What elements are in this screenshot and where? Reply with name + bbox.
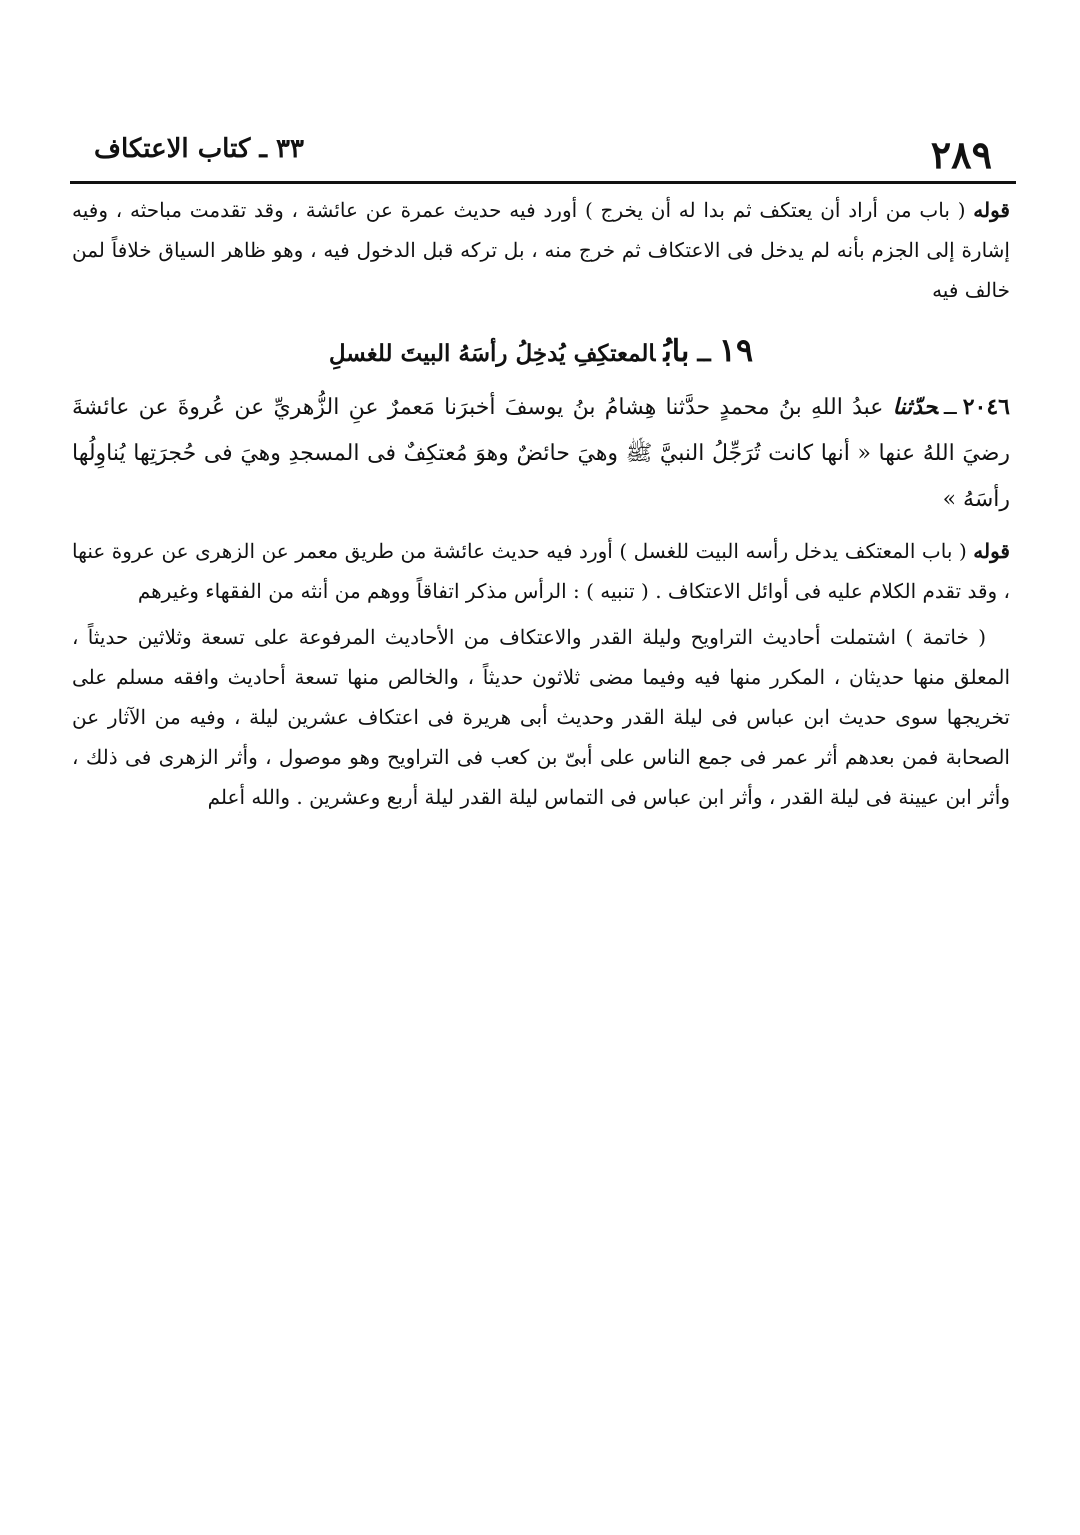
- commentary-paragraph-1: [72, 190, 1010, 310]
- chapter-bab-word: بابُ: [663, 334, 690, 369]
- page-number: ٢٨٩: [930, 132, 992, 177]
- chapter-dash: ــ: [697, 340, 711, 367]
- page-header: [70, 118, 1010, 180]
- header-divider: [70, 181, 1016, 184]
- commentary-text: ( باب من أراد أن يعتكف ثم بدا له أن يخرج ) أورد فيه حديث عمرة عن عائشة ، وقد تقدمت مباحثه ، وفيه إشارة إلى الجزم بأنه لم يدخل فى الاعتكاف ثم خرج منه ، بل تركه قبل الدخول فيه ، وهو ظاهر السياق خلافاً لمن خالف فيه: [72, 198, 1010, 302]
- commentary-text: ( باب المعتكف يدخل رأسه البيت للغسل ) أورد فيه حديث عائشة من طريق معمر عن الزهرى عن عروة عنها ، وقد تقدم الكلام عليه فى أوائل الاعتكاف . ( تنبيه ) : الرأس مذكر اتفاقاً ووهم من أنثه من الفقهاء وغيرهم: [72, 539, 1010, 603]
- hadith-lead-word: حدّثنا: [892, 394, 938, 420]
- commentary-paragraph-2: [72, 531, 1010, 611]
- hadith-text: عبدُ اللهِ بنُ محمدٍ حدَّثنا هِشامُ بنُ يوسفَ أخبرَنا مَعمرٌ عنِ الزُّهريِّ عن عُروةَ عن عائشةَ رضيَ اللهُ عنها « أنها كانت تُرَجِّلُ النبيَّ ﷺ وهيَ حائضٌ وهوَ مُعتكِفٌ فى المسجدِ وهيَ فى حُجرَتِها يُناوِلُها رأسَهُ »: [72, 395, 1010, 512]
- hadith-paragraph: [72, 384, 1010, 523]
- chapter-title: المعتكِفِ يُدخِلُ رأسَهُ البيتَ للغسلِ: [328, 340, 656, 367]
- closing-paragraph: ( خاتمة ) اشتملت أحاديث التراويح وليلة القدر والاعتكاف من الأحاديث المرفوعة على تسعة وثلاثين حديثاً ، المعلق منها حديثان ، المكرر منها فيه وفيما مضى ثلاثون حديثاً ، والخالص منها تسعة أحاديث وافقه مسلم على تخريجها سوى حديث ابن عباس فى ليلة القدر وحديث أبى هريرة فى اعتكاف عشرين ليلة ، وفيه من الآثار عن الصحابة فمن بعدهم أثر عمر فى جمع الناس على أبىّ بن كعب فى التراويح وهو موصول ، وأثر الزهرى فى ذلك ، وأثر ابن عيينة فى ليلة القدر ، وأثر ابن عباس فى التماس ليلة القدر ليلة أربع وعشرين . والله أعلم: [72, 625, 1010, 809]
- hadith-dash: ــ: [943, 395, 957, 420]
- commentary-lead-word: قوله: [973, 198, 1010, 222]
- chapter-heading: [72, 328, 1010, 376]
- commentary-lead-word: قوله: [973, 539, 1010, 563]
- page-body: [72, 190, 1010, 817]
- chapter-number: ١٩: [718, 331, 754, 369]
- running-title: ٣٣ ـ كتاب الاعتكاف: [94, 134, 304, 164]
- hadith-number: ٢٠٤٦: [962, 394, 1010, 420]
